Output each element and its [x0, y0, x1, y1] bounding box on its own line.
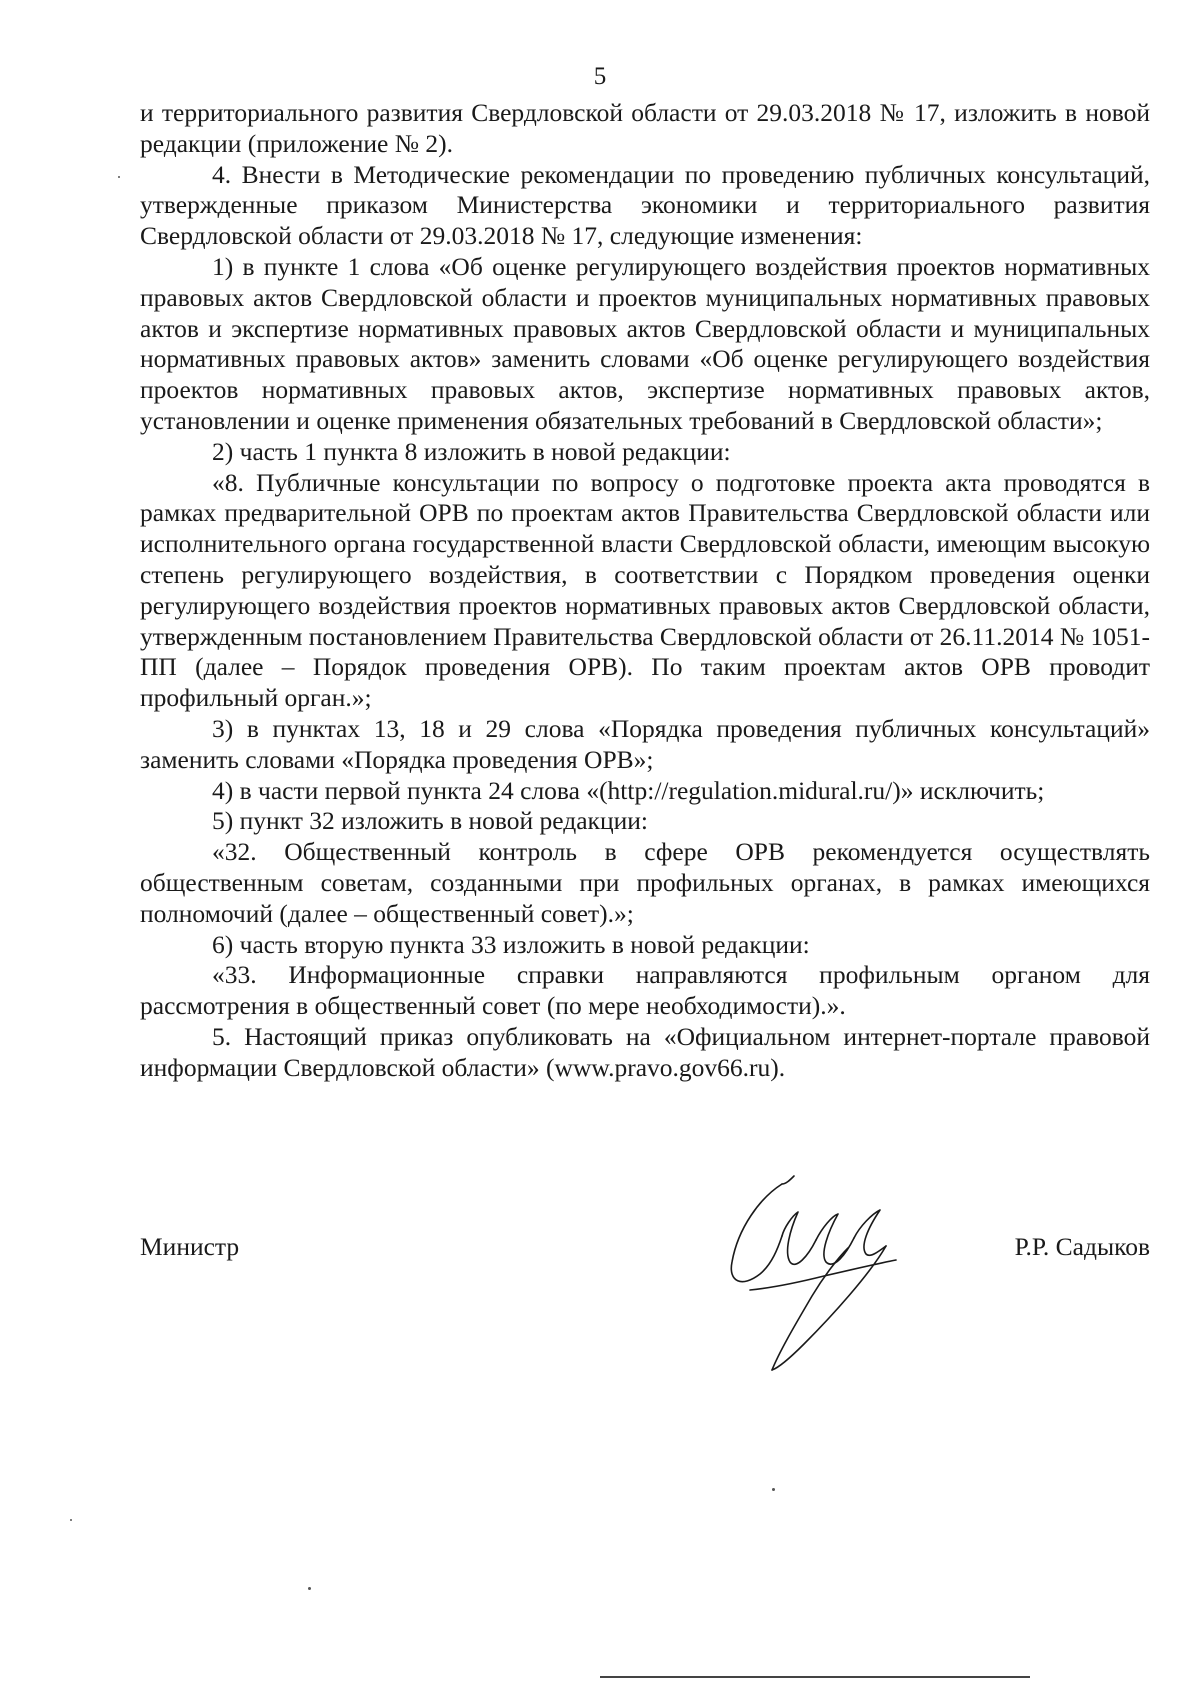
scan-edge-line	[600, 1676, 1030, 1678]
scan-speck	[70, 1519, 72, 1521]
scan-speck	[118, 176, 120, 178]
scan-speck	[772, 1488, 775, 1491]
paragraph-quote-33: «33. Информационные справки направляются профильным органом для рассмотрения в общественный совет (по мере необходимости).».	[140, 960, 1150, 1021]
paragraph-subitem-5: 5) пункт 32 изложить в новой редакции:	[212, 806, 648, 836]
signer-name: Р.Р. Садыков	[1014, 1232, 1150, 1261]
document-body	[140, 98, 1150, 1084]
paragraph-subitem-4: 4) в части первой пункта 24 слова «(http://regulation.midural.ru/)» исключить;	[212, 775, 1045, 805]
paragraph-continuation: и территориального развития Свердловской области от 29.03.2018 № 17, изложить в новой редакции (приложение № 2).	[140, 98, 1150, 158]
paragraph-quote-8: «8. Публичные консультации по вопросу о подготовке проекта акта проводятся в рамках предварительной ОРВ по проектам актов Правительства Свердловской области или исполнительного органа государственной власти Свердловской области, имеющим высокую степень регулирующего воздействия, в соответствии с Порядком проведения оценки регулирующего воздействия проектов нормативных правовых актов Свердловской области, утвержденным постановлением Правительства Свердловской области от 26.11.2014 № 1051-ПП (далее – Порядок проведения ОРВ). По таким проектам актов ОРВ проводит профильный орган.»;	[140, 467, 1151, 713]
paragraph-quote-32: «32. Общественный контроль в сфере ОРВ рекомендуется осуществлять общественным советам, созданными при профильных органах, в рамках имеющихся полномочий (далее – общественный совет).»;	[140, 837, 1150, 928]
paragraph-item-5: 5. Настоящий приказ опубликовать на «Официальном интернет-портале правовой информации Свердловской области» (www.pravo.gov66.ru).	[140, 1021, 1150, 1082]
paragraph-subitem-1: 1) в пункте 1 слова «Об оценке регулирующего воздействия проектов нормативных правовых актов Свердловской области и проектов муниципальных нормативных правовых актов и экспертизе нормативных правовых актов Свердловской области и муниципальных нормативных правовых актов» заменить словами «Об оценке регулирующего воздействия проектов нормативных правовых актов, экспертизе нормативных правовых актов, установлении и оценке применения обязательных требований в Свердловской области»;	[140, 251, 1150, 435]
signer-position: Министр	[140, 1232, 240, 1261]
handwritten-signature-icon	[720, 1170, 910, 1375]
paragraph-subitem-2: 2) часть 1 пункта 8 изложить в новой редакции:	[212, 436, 731, 466]
signature-block	[140, 1232, 1150, 1272]
paragraph-subitem-6: 6) часть вторую пункта 33 изложить в новой редакции:	[212, 929, 810, 959]
paragraph-subitem-3: 3) в пунктах 13, 18 и 29 слова «Порядка проведения публичных консультаций» заменить словами «Порядка проведения ОРВ»;	[140, 713, 1150, 774]
scan-speck	[308, 1587, 311, 1590]
page-number: 5	[593, 63, 607, 90]
paragraph-item-4: 4. Внести в Методические рекомендации по проведению публичных консультаций, утвержденные приказом Министерства экономики и территориального развития Свердловской области от 29.03.2018 № 17, следующие изменения:	[140, 159, 1150, 251]
